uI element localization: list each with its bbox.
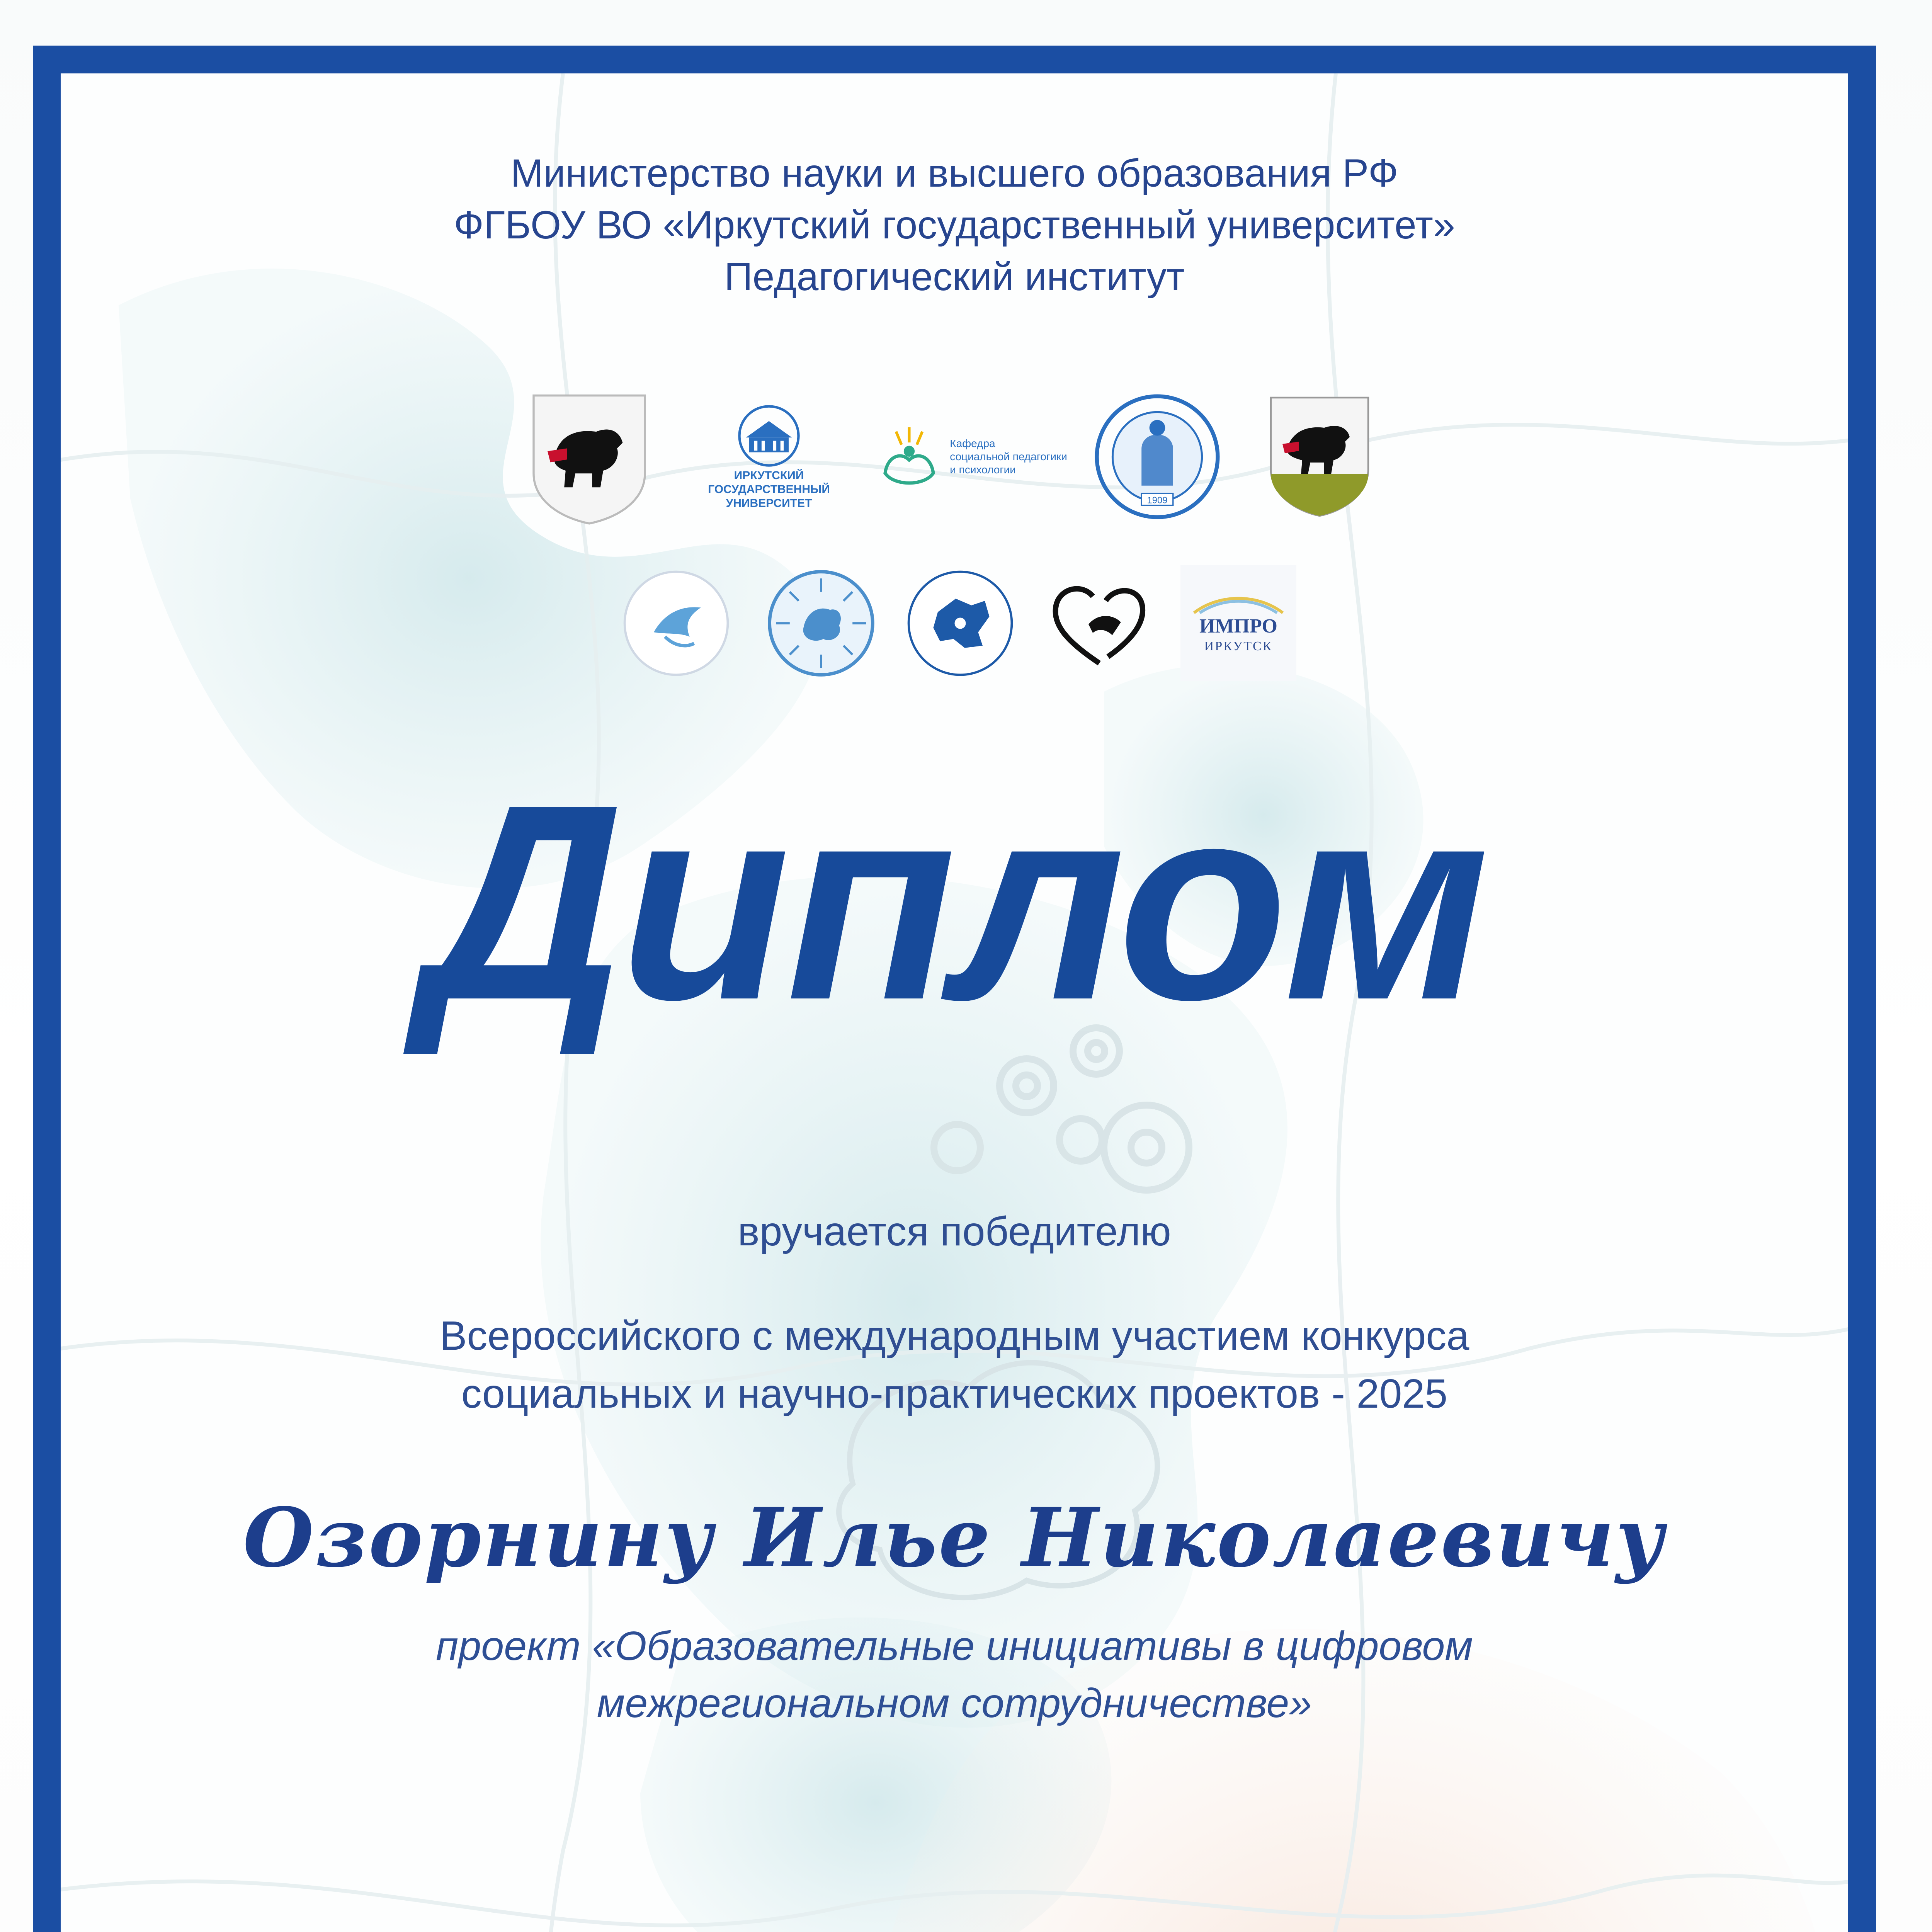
award-line: вручается победителю	[738, 1209, 1171, 1254]
institute-line: Педагогический институт	[724, 255, 1185, 299]
contest-line-1: Всероссийского с международным участием конкурса	[439, 1313, 1469, 1359]
university-line: ФГБОУ ВО «Иркутский государственный университет»	[454, 203, 1455, 247]
department-logo	[875, 387, 1068, 526]
project-line-1: проект «Образовательные инициативы в цифровом	[436, 1623, 1473, 1669]
diploma-body	[61, 73, 1848, 1932]
svg-text:1909: 1909	[1147, 495, 1168, 506]
recipient-name: Озорнину Илье Николаевичу	[243, 1490, 1666, 1585]
diploma-title: Диплом	[423, 747, 1486, 1058]
isu-logo	[678, 387, 860, 526]
impro-logo-title: ИМПРО	[1199, 615, 1277, 637]
department-logo-text: Кафедра социальной педагогики и психологии	[950, 437, 1067, 476]
project-line-2: межрегиональном сотрудничестве»	[597, 1680, 1312, 1726]
isu-logo-text: ИРКУТСКИЙ ГОСУДАРСТВЕННЫЙ УНИВЕРСИТЕТ	[708, 469, 830, 510]
rainbow-icon	[1188, 592, 1289, 615]
irkutsk-region-coat-of-arms-icon	[1246, 387, 1393, 526]
department-hands-icon	[876, 418, 942, 495]
heart-hands-logo-icon	[1041, 565, 1157, 681]
logos-row-bottom	[61, 563, 1848, 683]
association-logo-icon	[763, 565, 879, 681]
logos-row-top	[61, 387, 1848, 526]
irkutsk-city-coat-of-arms-icon	[516, 387, 663, 526]
diploma-frame	[33, 46, 1876, 1932]
pedagogical-institute-emblem-icon	[1084, 387, 1231, 526]
ombudsman-logo-icon	[612, 565, 740, 681]
regional-map-logo-icon	[902, 565, 1018, 681]
isu-building-icon	[726, 403, 811, 469]
impro-logo-city: ИРКУТСК	[1204, 639, 1273, 653]
ministry-line: Министерство науки и высшего образования РФ	[510, 151, 1398, 195]
impro-logo	[1180, 565, 1296, 681]
contest-line-2: социальных и научно-практических проектов - 2025	[461, 1371, 1448, 1417]
